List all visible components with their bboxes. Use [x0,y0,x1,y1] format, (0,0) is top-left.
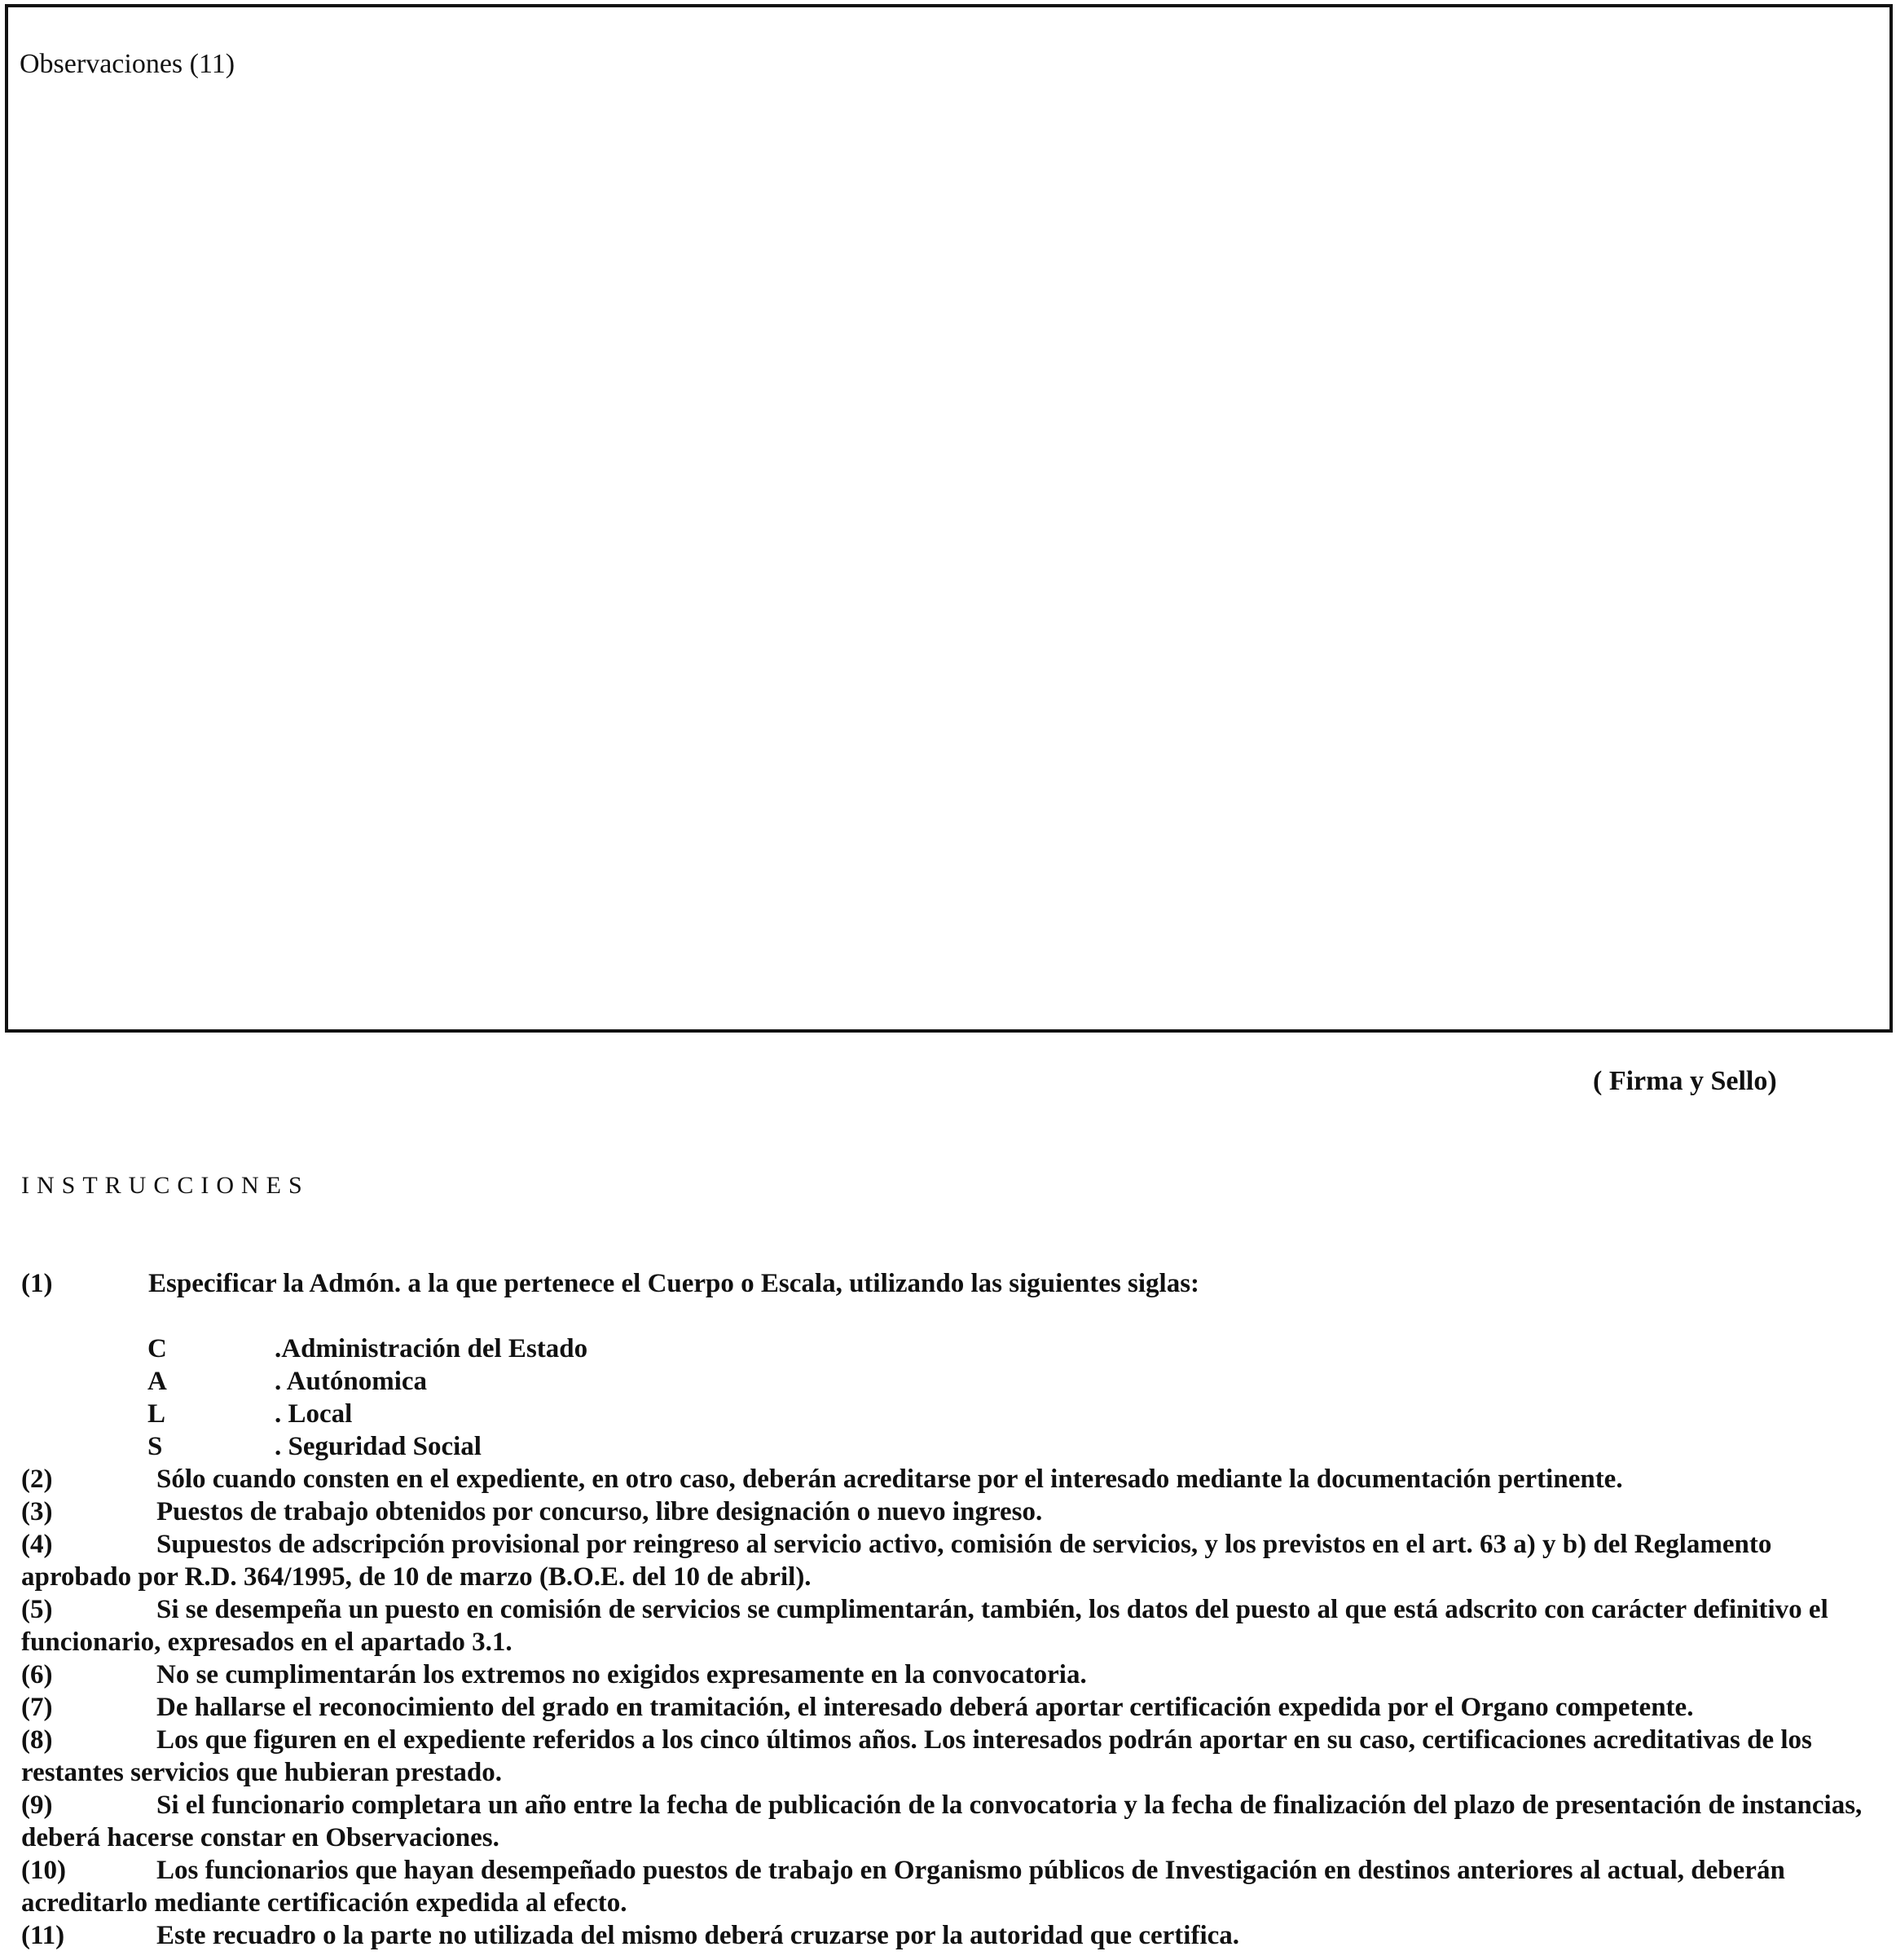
sigla-code: L [147,1399,166,1429]
firma-y-sello-label: ( Firma y Sello) [1593,1066,1777,1096]
instruction-item-5 [21,1593,1879,1658]
instruction-number: (8) [21,1725,53,1755]
sigla-code: S [147,1432,163,1461]
instruction-number: (5) [21,1595,53,1624]
sigla-text: . Seguridad Social [275,1432,482,1461]
instruction-number: (9) [21,1790,53,1820]
sigla-text: .Administración del Estado [275,1334,588,1363]
instruction-text: No se cumplimentarán los extremos no exigidos expresamente en la convocatoria. [156,1660,1087,1689]
instruction-item-3 [21,1495,1879,1528]
instruction-text: Sólo cuando consten en el expediente, en otro caso, deberán acreditarse por el interesado mediante la documentación pertinente. [156,1464,1623,1494]
sigla-code: A [147,1367,167,1396]
sigla-row-a [147,1365,587,1398]
sigla-row-s [147,1430,587,1463]
instruction-text: Supuestos de adscripción provisional por reingreso al servicio activo, comisión de servicios, y los previstos en el art. 63 a) y b) del Reglamento aprobado por R.D. 364/1995, de 10 de marzo (B.O.E. del 10 de abril). [21,1530,1772,1592]
instruction-text: Este recuadro o la parte no utilizada del mismo deberá cruzarse por la autoridad que certifica. [156,1921,1240,1950]
sigla-text: . Autónomica [275,1367,428,1396]
instruction-notes [21,1463,1879,1952]
instrucciones-title: INSTRUCCIONES [21,1172,310,1199]
instruction-text: Especificar la Admón. a la que pertenece el Cuerpo o Escala, utilizando las siguientes siglas: [148,1269,1200,1298]
observaciones-box [5,4,1893,1033]
instruction-text: Si se desempeña un puesto en comisión de servicios se cumplimentarán, también, los datos del puesto al que está adscrito con carácter definitivo el funcionario, expresados en el apartado 3.1. [21,1595,1828,1657]
sigla-code: C [147,1334,167,1363]
instruction-item-9 [21,1789,1879,1854]
instruction-item-4 [21,1528,1879,1593]
sigla-text: . Local [275,1399,353,1429]
instruction-item-6 [21,1658,1879,1691]
instruction-text: Los funcionarios que hayan desempeñado puestos de trabajo en Organismo públicos de Investigación en destinos anteriores al actual, deberán acreditarlo mediante certificación expedida al efecto. [21,1856,1785,1918]
instruction-item-8 [21,1724,1879,1789]
siglas-list [147,1332,587,1463]
instruction-number: (4) [21,1530,53,1559]
instruction-text: Puestos de trabajo obtenidos por concurso, libre designación o nuevo ingreso. [156,1497,1043,1526]
sigla-row-c [147,1332,587,1365]
instruction-item-7 [21,1691,1879,1724]
instruction-text: Si el funcionario completara un año entre la fecha de publicación de la convocatoria y la fecha de finalización del plazo de presentación de instancias, deberá hacerse constar en Observaciones. [21,1790,1863,1852]
instruction-number: (6) [21,1660,53,1689]
instruction-text: Los que figuren en el expediente referidos a los cinco últimos años. Los interesados podrán aportar en su caso, certificaciones acreditativas de los restantes servicios que hubieran prestado. [21,1725,1812,1787]
instruction-item-2 [21,1463,1879,1495]
instruction-text: De hallarse el reconocimiento del grado en tramitación, el interesado deberá aportar certificación expedida por el Organo competente. [156,1693,1694,1722]
instruction-number: (10) [21,1856,66,1885]
instruction-number: (11) [21,1921,65,1950]
sigla-row-l [147,1398,587,1430]
instruction-number: (7) [21,1693,53,1722]
instruction-item-10 [21,1854,1879,1919]
instruction-item-1 [21,1267,1879,1300]
instruction-number: (1) [21,1269,53,1298]
instruction-number: (3) [21,1497,53,1526]
instruction-number: (2) [21,1464,53,1494]
instruction-item-11 [21,1919,1879,1952]
observaciones-label: Observaciones (11) [20,49,235,79]
